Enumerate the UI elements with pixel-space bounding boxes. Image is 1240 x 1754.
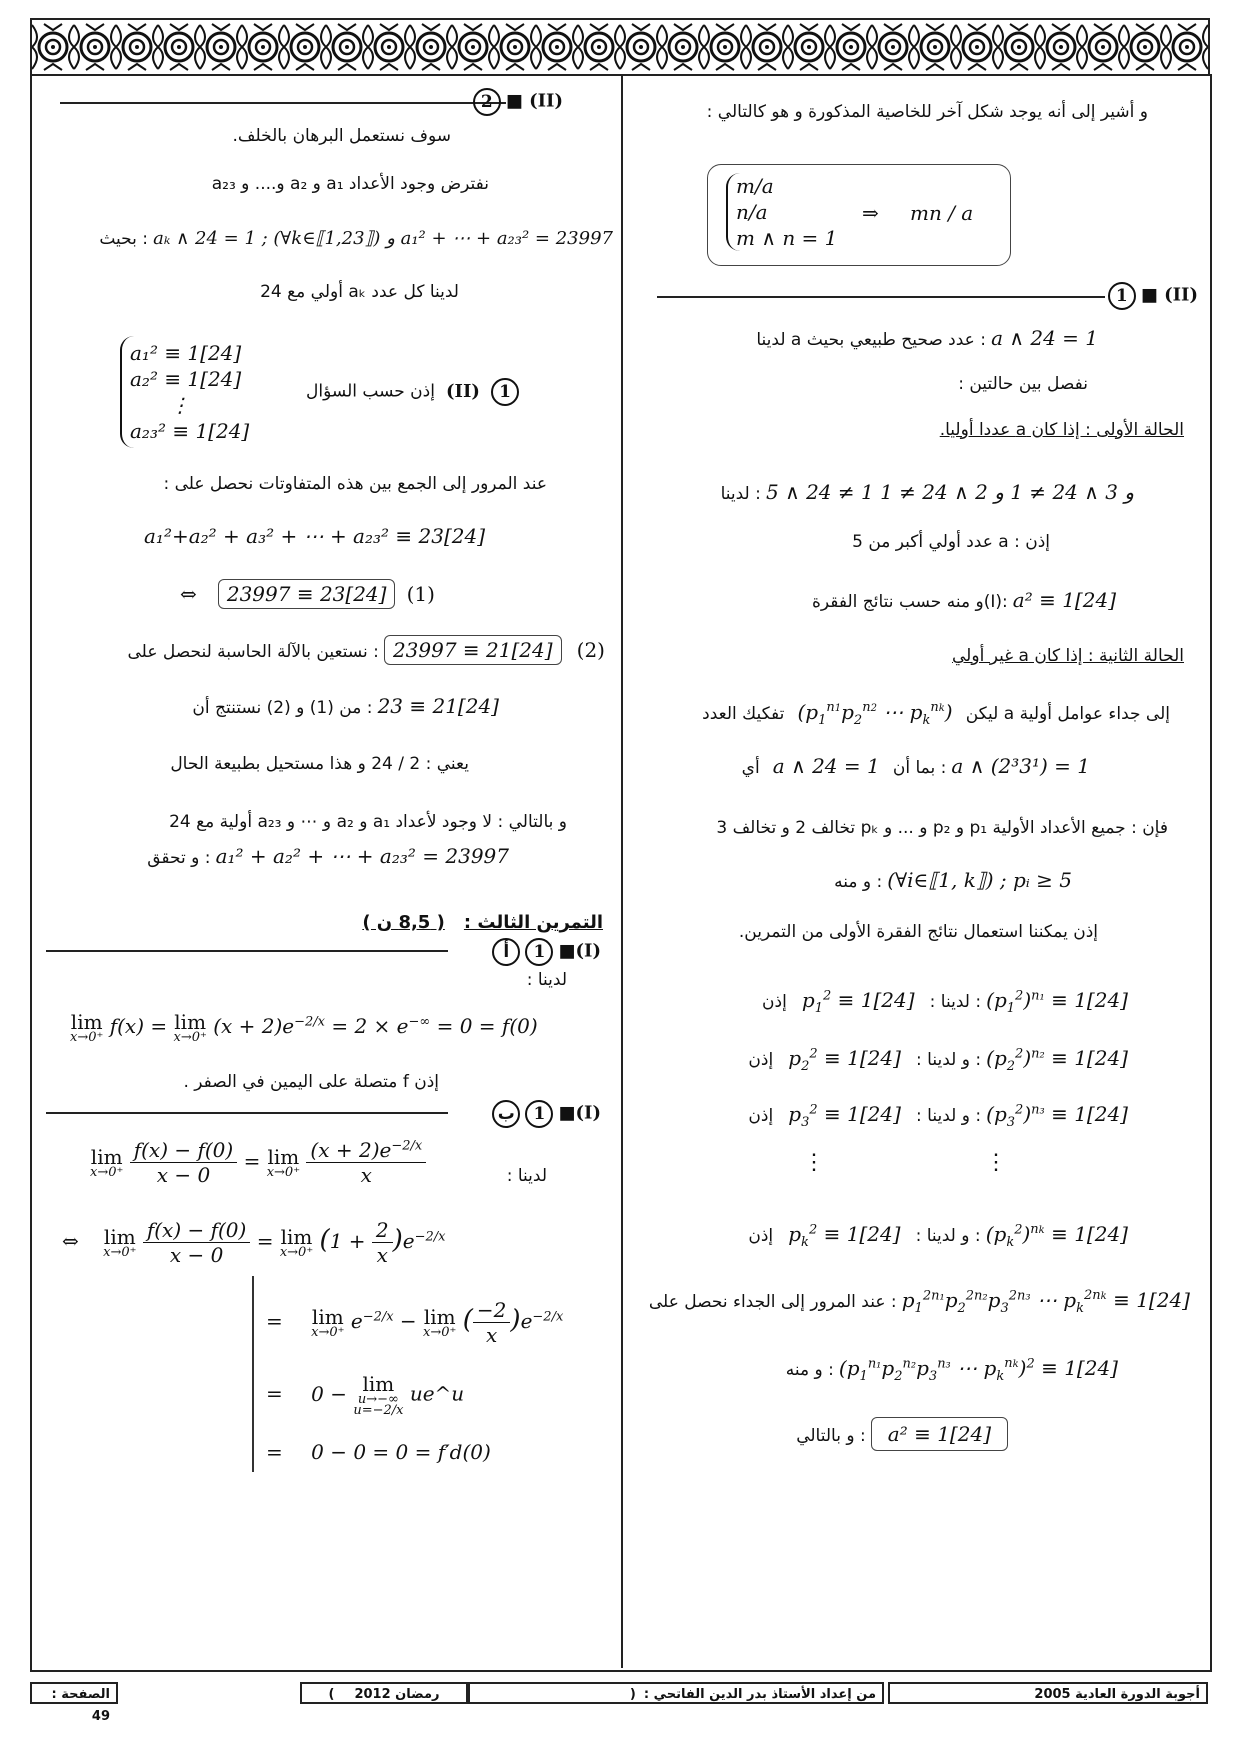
two-cases: نفصل بين حالتين : (958, 374, 1088, 394)
lim-2: lim x→0⁺ (173, 1010, 207, 1045)
pk2-math-b: $(p_2^2)^{n_2} \equiv 1[24]$ (986, 1046, 1128, 1074)
footer-date: رمضان 2012) (300, 1682, 468, 1704)
circle-a: أ (492, 938, 520, 966)
sys-line-4: a₂₃² ≡ 1[24] (130, 419, 250, 443)
heading-I-1-b (492, 1100, 601, 1128)
calculator-boxed: 23997 ≡ 21[24] (384, 635, 562, 665)
deduce-math: 23 ≡ 21[24] (377, 694, 499, 718)
that-is-math: a ∧ (2³3¹) = 1 (951, 754, 1090, 778)
exercise-3-points: ( 8,5 ن ) (362, 912, 445, 933)
box-line-2: n/a (736, 200, 768, 224)
case2-let: ليكن (965, 704, 999, 724)
step3-lead: 0 − (311, 1381, 354, 1406)
we-have-2: لدينا : (506, 1166, 547, 1186)
product-label: عند المرور إلى الجداء نحصل على : (648, 1292, 897, 1312)
equation-bar (252, 1276, 254, 1472)
pk1-label: لدينا : (929, 992, 970, 1012)
pk-line-2 (748, 1046, 1138, 1074)
we-have-1: لدينا : (526, 970, 567, 990)
ornament-pattern (32, 20, 1208, 74)
conclusion-label: و بالتالي : (796, 1426, 866, 1446)
pkk-math-a: $p_k^2 \equiv 1[24]$ (788, 1222, 901, 1250)
equation-1-tag: (1) (406, 582, 435, 606)
circle-1a: 1 (525, 938, 553, 966)
case1-line3-math: a² ≡ 1[24] (1012, 588, 1116, 612)
equation-2-tag: (2) (576, 638, 605, 662)
case-one-heading: الحالة الأولى : إذا كان a عددا أوليا. (939, 420, 1184, 440)
derivative-line-1 (90, 1138, 426, 1187)
since-math: a ∧ 24 = 1 (772, 754, 880, 778)
such-that-line (99, 228, 619, 249)
by-question-label: إذن حسب السؤال (306, 381, 435, 402)
verify-line (147, 844, 519, 868)
calculator-label: نستعين بالآلة الحاسبة لنحصل على : (127, 642, 379, 662)
footer-author-text: من إعداد الأستاذ بدر الدين الفاتحي : (643, 1687, 876, 1702)
case1-line3 (812, 588, 1126, 612)
derivative-line-5 (266, 1440, 491, 1464)
rule-I-1-b (46, 1112, 448, 1114)
section-heading-II-2 (473, 88, 563, 116)
hence-square-label: و منه : (785, 1360, 834, 1380)
ref-circle-1: 1 (491, 378, 519, 406)
label-I-a: ■(I) (558, 940, 601, 962)
circle-b: ب (492, 1100, 520, 1128)
lim-1: lim x→0⁺ (70, 1010, 104, 1045)
line-given-text: لدينا a عدد صحيح طبيعي بحيث : (756, 330, 986, 350)
implies-symbol: ⇒ (862, 201, 879, 225)
pkk-label: و لدينا : (915, 1226, 970, 1246)
pkk-math-b: $(p_k^2)^{nk} \equiv 1[24]$ (985, 1222, 1128, 1250)
right-intro: و أشير إلى أنه يوجد شكل آخر للخاصية المذكورة و هو كالتالي : (706, 102, 1148, 122)
section-heading-II-1 (1108, 282, 1198, 310)
section-rule (657, 296, 1105, 298)
pk2-then: إذن : (748, 1050, 982, 1070)
property-system (726, 173, 837, 251)
case2-line2 (742, 754, 1098, 778)
pk1-math-b: $(p_1^2)^{n_1} \equiv 1[24]$ (986, 988, 1128, 1016)
eq-sign-3: = (266, 1440, 283, 1464)
since-label: بما أن (892, 758, 936, 778)
case1-line1-label: لدينا : (720, 484, 761, 504)
exercise-3-heading (362, 912, 603, 933)
equiv-symbol: ⇔ (180, 582, 197, 606)
limit-continuity: lim x→0⁺ f(x) = lim x→0⁺ $(x + 2)e^{-2/x} = 2 \times e^{-\infty} = 0 = f(0)$ (70, 1010, 538, 1045)
pkk-then: إذن : (748, 1226, 981, 1246)
case1-line1 (721, 480, 1144, 504)
section-label: ■ (II) (1140, 284, 1198, 306)
case2-factor-text: تفكيك العدد a إلى جداء عوامل أولية (702, 704, 1170, 724)
pk-line-1 (762, 988, 1138, 1016)
box-result: mn / a (910, 201, 974, 225)
derivative-line-3: = lim x→0⁺ $e^{-2/x}$ − lim x→0⁺ ( $\frac{-2}{x}$ )$e^{-2/x}$ (266, 1298, 564, 1347)
page (30, 18, 1210, 1724)
that-is-label: أي : (741, 758, 947, 778)
calculator-line (128, 638, 611, 662)
footer-author: من إعداد الأستاذ بدر الدين الفاتحي :( (468, 1682, 884, 1704)
pk-line-3 (748, 1102, 1138, 1130)
hence-label: و منه : (834, 872, 883, 892)
exercise-3-title: التمرين الثالث : (463, 912, 603, 933)
case2-line4 (834, 868, 1082, 892)
therefore-line: و بالتالي : لا وجود لأعداد a₁ و a₂ و ⋯ و a₂₃ أولية مع 24 (169, 812, 567, 832)
section-rule-left (60, 102, 506, 104)
sys-line-2: a₂² ≡ 1[24] (130, 367, 242, 391)
step4-math: 0 − 0 = 0 = f′d(0) (311, 1440, 491, 1464)
pk1-math-a: $p_1^2 \equiv 1[24]$ (801, 988, 915, 1016)
derivative-line-2: ⇔ lim x→0⁺ $\frac{f(x) - f(0)}{x - 0}$ = lim x→0⁺ (1 + $\frac{2}{x}$ )$e^{-2/x}$ (62, 1218, 446, 1267)
case1-line1-math: 5 ∧ 24 ≠ 1 و 3 ∧ 24 ≠ 1 و 2 ∧ 24 ≠ 1 (765, 480, 1134, 504)
ornamental-border (30, 18, 1210, 76)
derivative-line-4: = 0 − lim u→−∞ u=−2/x ue^u (266, 1372, 465, 1418)
case-two-heading: الحالة الثانية : إذا كان a غير أولي (952, 646, 1184, 666)
conclusion-boxed: a² ≡ 1[24] (871, 1417, 1008, 1451)
factorization: ($p_1^{n1}p_2^{n2}$ ⋯ $p_k^{nk}$) (797, 700, 953, 728)
product-line (649, 1288, 1200, 1316)
left-column (30, 76, 619, 1666)
pk2-label: و لدينا : (916, 1050, 970, 1070)
footer-title: أجوبة الدورة العادية 2005 (888, 1682, 1208, 1704)
box-line-3: m ∧ n = 1 (736, 226, 838, 250)
footer-page: الصفحة : 49 (30, 1682, 118, 1704)
conclusion-line (796, 1422, 1048, 1446)
continuity-conclusion: إذن f متصلة على اليمين في الصفر . (183, 1072, 439, 1092)
pk2-math-a: $p_2^2 \equiv 1[24]$ (788, 1046, 901, 1074)
impossible-line: يعني : 2 / 24 و هذا مستحيل بطبيعة الحال (170, 754, 469, 774)
case2-line3: فإن : جميع الأعداد الأولية p₁ و p₂ و ... و pₖ تخالف 2 و تخالف 3 (716, 818, 1168, 838)
product-math: $p_1^{2n_1}p_2^{2n_2}p_3^{2n_3}$ ⋯ $p_k^{2nk} \equiv 1[24]$ (901, 1288, 1190, 1316)
section-number-left: 2 (473, 88, 501, 116)
vdots-2: ⋮ (985, 1150, 1007, 1175)
eq-sign-2: = (266, 1381, 283, 1406)
line-given (756, 326, 1108, 350)
sys-line-1: a₁² ≡ 1[24] (130, 341, 242, 365)
pk-line-k (748, 1222, 1138, 1250)
equiv-boxed: 23997 ≡ 23[24] (218, 579, 396, 609)
step3-tail: ue^u (409, 1381, 465, 1406)
suppose-line: نفترض وجود الأعداد a₁ و a₂ و.... و a₂₃ (211, 174, 489, 194)
heading-I-1-a (492, 938, 601, 966)
coprime-line: لدينا كل عدد aₖ أولي مع 24 (260, 282, 459, 302)
section-number: 1 (1108, 282, 1136, 310)
pk1-then: إذن : (762, 992, 982, 1012)
pk3-math-b: $(p_3^2)^{n_3} \equiv 1[24]$ (986, 1102, 1128, 1130)
case1-line3-label: و منه حسب نتائج الفقرة(I): (812, 592, 1008, 612)
such-that-label: بحيث : (99, 229, 149, 249)
line-given-math: a ∧ 24 = 1 (991, 326, 1098, 350)
case1-line2: إذن : a عدد أولي أكبر من 5 (852, 532, 1050, 552)
circle-1b: 1 (525, 1100, 553, 1128)
verify-math: a₁² + a₂² + ⋯ + a₂₃² = 23997 (215, 844, 509, 868)
box-line-1: m/a (736, 174, 774, 198)
property-box (707, 164, 1011, 266)
pk3-label: و لدينا : (916, 1106, 970, 1126)
footer-date-text: رمضان 2012 (354, 1687, 440, 1702)
vdots-1: ⋮ (803, 1150, 825, 1175)
case2-line5: إذن يمكننا استعمال نتائج الفقرة الأولى من التمرين. (738, 922, 1098, 942)
hence-math: (∀i∈⟦1, k⟧) ; pᵢ ≥ 5 (887, 868, 1072, 892)
deriv1-math: lim x→0⁺ $\frac{f(x) - f(0)}{x - 0}$ = lim x→0⁺ $\frac{(x + 2)e^{-2/x}}{x}$ (90, 1149, 426, 1173)
sum-congruence: a₁²+a₂² + a₃² + ⋯ + a₂₃² ≡ 23[24] (144, 524, 486, 548)
deduce-label: من (1) و (2) نستنتج أن : (192, 698, 373, 718)
right-column (623, 76, 1208, 1666)
eq-sign-1: = (266, 1309, 283, 1333)
hence-square-math: ($p_1^{n_1}p_2^{n_2}p_3^{n_3}$ ⋯ $p_k^{nk})^2 \equiv 1[24]$ (838, 1356, 1118, 1384)
rule-I-1-a (46, 950, 448, 952)
label-I-b: ■(I) (558, 1102, 601, 1124)
deduce-line (192, 694, 509, 718)
case2-line1 (702, 700, 1170, 728)
summing-line: عند المرور إلى الجمع بين هذه المتفاوتات نحصل على : (163, 474, 547, 494)
pk3-then: إذن : (748, 1106, 982, 1126)
by-question-line: إذن حسب السؤال (II) 1 (306, 378, 519, 406)
verify-label: و تحقق : (147, 848, 211, 868)
sys-line-3: ⋮ (170, 393, 190, 417)
proof-by-contradiction: سوف نستعمل البرهان بالخلف. (232, 126, 451, 146)
congruence-system (120, 336, 249, 448)
equiv-line (180, 582, 435, 606)
section-label-left: ■ (II) (505, 90, 563, 112)
pk3-math-a: $p_3^2 \equiv 1[24]$ (788, 1102, 901, 1130)
hence-square-line (786, 1356, 1138, 1384)
such-that-math: aₖ ∧ 24 = 1 ; (∀k∈⟦1,23⟧) و a₁² + ⋯ + a₂₃² = 23997 (153, 228, 613, 249)
